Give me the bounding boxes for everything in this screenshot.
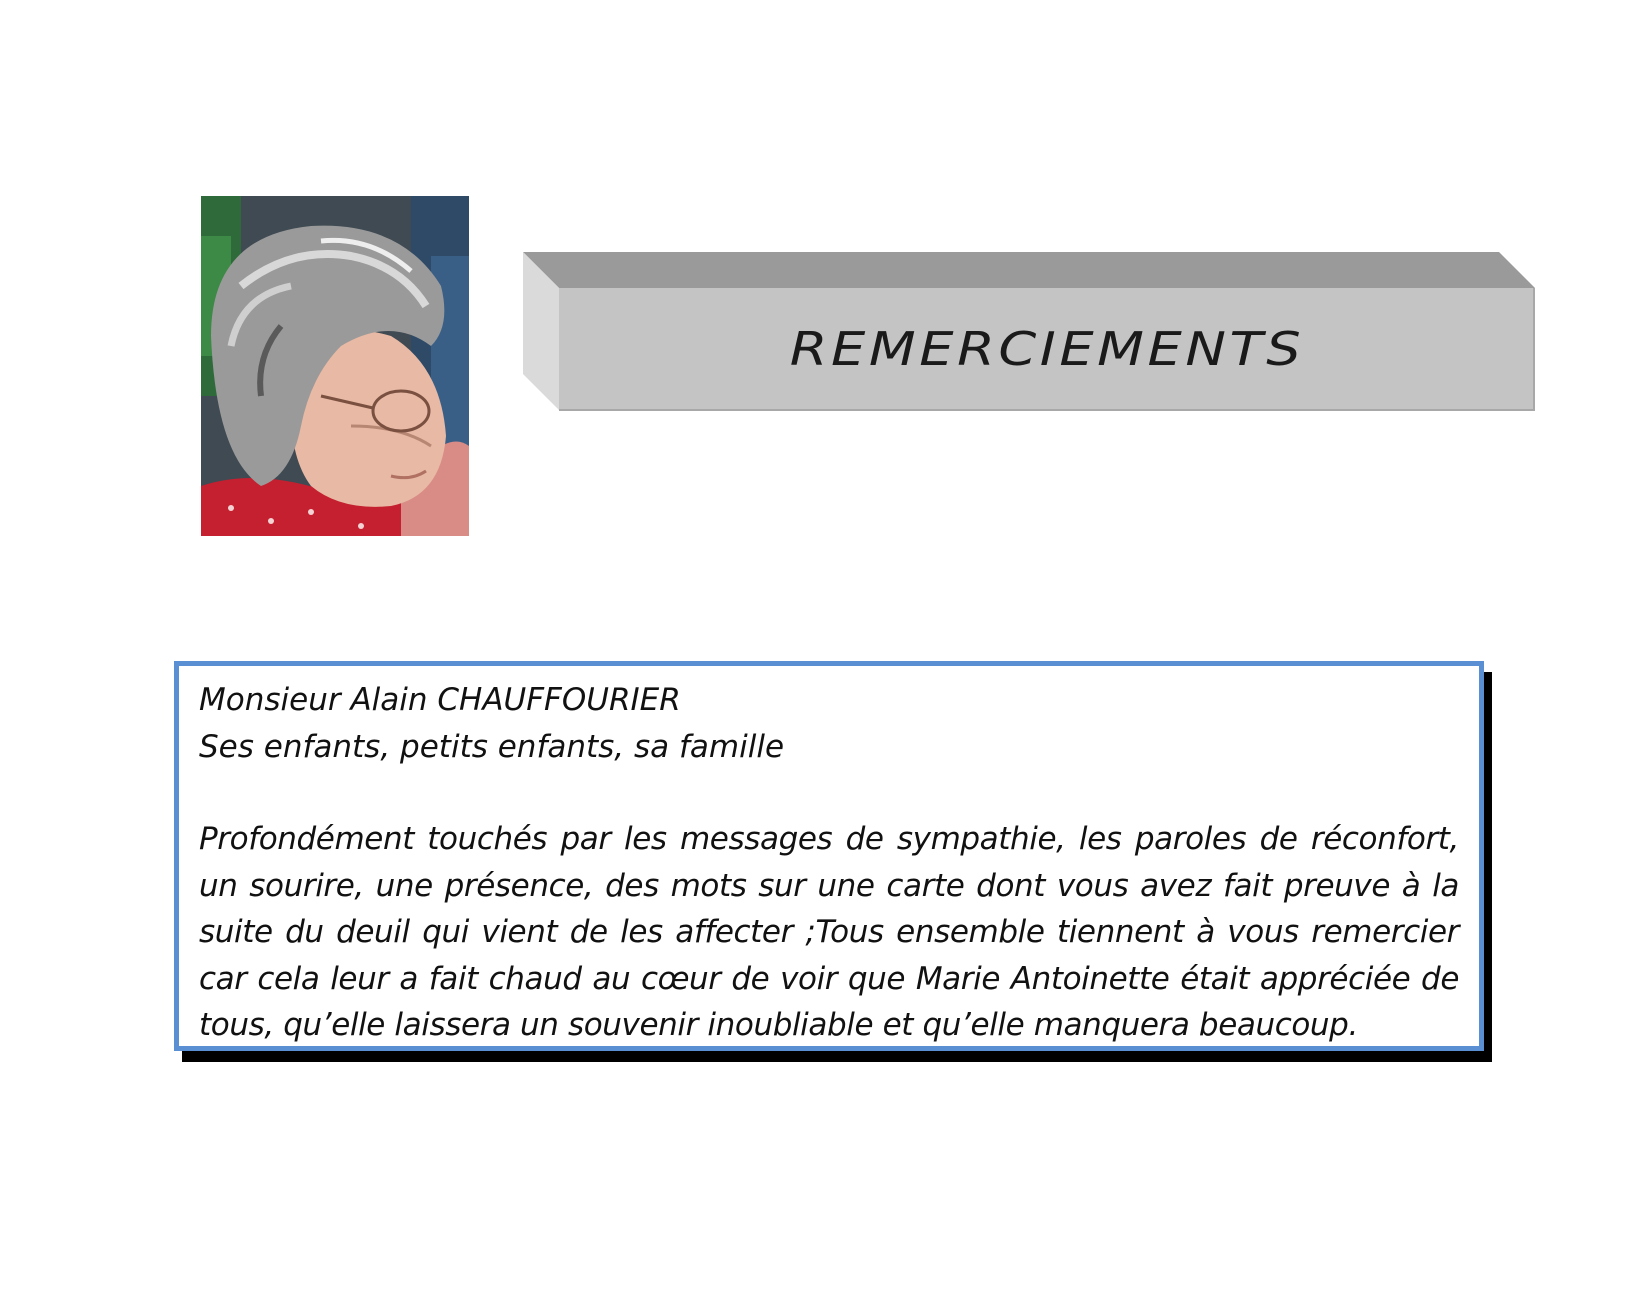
page-title: REMERCIEMENTS — [789, 322, 1305, 376]
portrait-photo — [201, 196, 469, 536]
notice-body: Profondément touchés par les messages de sympathie, les paroles de réconfort, un sourire, une présence, des mots sur une carte dont vous avez fait preuve à la suite du deuil qui vient de les affecter ;Tous ensemble tiennent à vous remercier car cela leur a fait chaud au cœur de voir que Marie Antoinette était appréciée de tous, qu’elle laissera un souvenir inoubliable et qu’elle manquera beaucoup. — [199, 821, 1459, 1043]
notice-family: Ses enfants, petits enfants, sa famille — [199, 728, 785, 765]
title-banner — [523, 252, 1535, 412]
notice-spacer — [199, 770, 1459, 816]
notice-sender: Monsieur Alain CHAUFFOURIER — [199, 682, 681, 718]
thanks-notice — [174, 661, 1484, 1051]
